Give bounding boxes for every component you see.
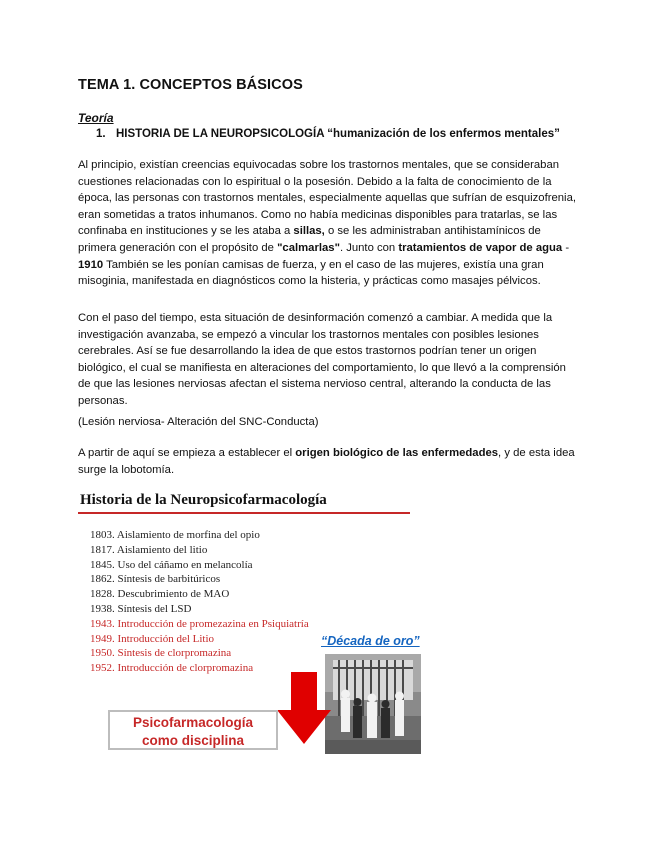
timeline-item: 1803. Aislamiento de morfina del opio	[90, 529, 260, 541]
timeline-item: 1817. Aislamiento del litio	[90, 543, 208, 556]
timeline-item: 1949. Introducción del Litio	[90, 632, 215, 645]
paragraph-3: (Lesión nerviosa- Alteración del SNC-Conducta)	[78, 416, 319, 428]
paragraph-1-text-e: También se les ponían camisas de fuerza, y en el caso de las mujeres, existía una gran misoginia, manifestada en diagnósticos como la histeria, y prácticas como masajes pélvicos.	[78, 258, 544, 288]
historical-photo	[325, 654, 421, 754]
paragraph-1	[78, 157, 576, 290]
paragraph-4-text-a: A partir de aquí se empieza a establecer el	[78, 447, 296, 459]
paragraph-4-text-b: , y de esta idea surge la lobotomía.	[78, 447, 575, 476]
decada-de-oro-link[interactable]: “Década de oro”	[321, 634, 420, 648]
paragraph-1-text-a: Al principio, existían creencias equivocadas sobre los trastornos mentales, que se consideraban cuestiones relacionadas con lo espiritual o la posesión. Debido a la falta de conocimiento de la época, las personas con trastornos mentales, especialmente aquellas que sufrían de esquizofrenia, eran sometidas a tratos inhumanos. Como no había medicinas disponibles para tratarlas, se las confinaba en instituciones y se les ataba a	[78, 159, 576, 238]
down-arrow-icon	[277, 672, 331, 744]
history-figure	[72, 488, 430, 754]
timeline-item: 1938. Síntesis del LSD	[90, 602, 192, 615]
timeline-list	[90, 528, 309, 676]
bold-year: 1910	[78, 258, 104, 271]
heading-text: HISTORIA DE LA NEUROPSICOLOGÍA “humanización de los enfermos mentales”	[116, 128, 560, 140]
timeline-item: 1845. Uso del cáñamo en melancolía	[90, 558, 253, 571]
figure-title: Historia de la Neuropsicofarmacología	[80, 492, 327, 508]
paragraph-1-text-d: -	[562, 241, 570, 254]
psicofarmacologia-line-1: Psicofarmacología	[132, 715, 254, 730]
section-heading	[96, 128, 560, 140]
paragraph-4	[78, 445, 576, 478]
paragraph-1-text-c: . Junto con	[339, 241, 399, 254]
paragraph-2: Con el paso del tiempo, esta situación de desinformación comenzó a cambiar. A medida que la investigación avanzaba, se empezó a vincular los trastornos mentales con posibles lesiones cerebrales. Así se fue desarrollando la idea de que estos trastornos podrían tener un origen biológico, el cual se manifiesta en alteraciones del comportamiento, lo que llevó a la comprensión de que las lesiones nerviosas afectan el sistema nervioso central, alterando la conducta de las personas.	[78, 312, 566, 407]
heading-number: 1.	[96, 128, 106, 140]
bold-sillas: sillas,	[293, 225, 325, 238]
timeline-item: 1952. Introducción de clorpromazina	[90, 662, 254, 675]
timeline-item: 1950. Síntesis de clorpromazina	[90, 647, 232, 660]
psicofarmacologia-box	[108, 710, 278, 750]
timeline-item: 1943. Introducción de promezazina en Psiquiatría	[90, 617, 309, 630]
page-title: TEMA 1. CONCEPTOS BÁSICOS	[78, 77, 303, 93]
section-label: Teoría	[78, 111, 114, 125]
bold-calmarlas: "calmarlas"	[277, 241, 340, 254]
bold-tratamientos: tratamientos de vapor de agua	[398, 241, 563, 254]
bold-origen: origen biológico de las enfermedades	[295, 447, 499, 459]
timeline-item: 1828. Descubrimiento de MAO	[90, 588, 230, 601]
timeline-item: 1862. Síntesis de barbitúricos	[90, 573, 221, 586]
figure-title-rule	[78, 512, 410, 514]
psicofarmacologia-line-2: como disciplina	[141, 733, 245, 748]
paragraph-1-text-b: o se les administraban antihistamínicos de primera generación con el propósito de	[78, 225, 541, 254]
